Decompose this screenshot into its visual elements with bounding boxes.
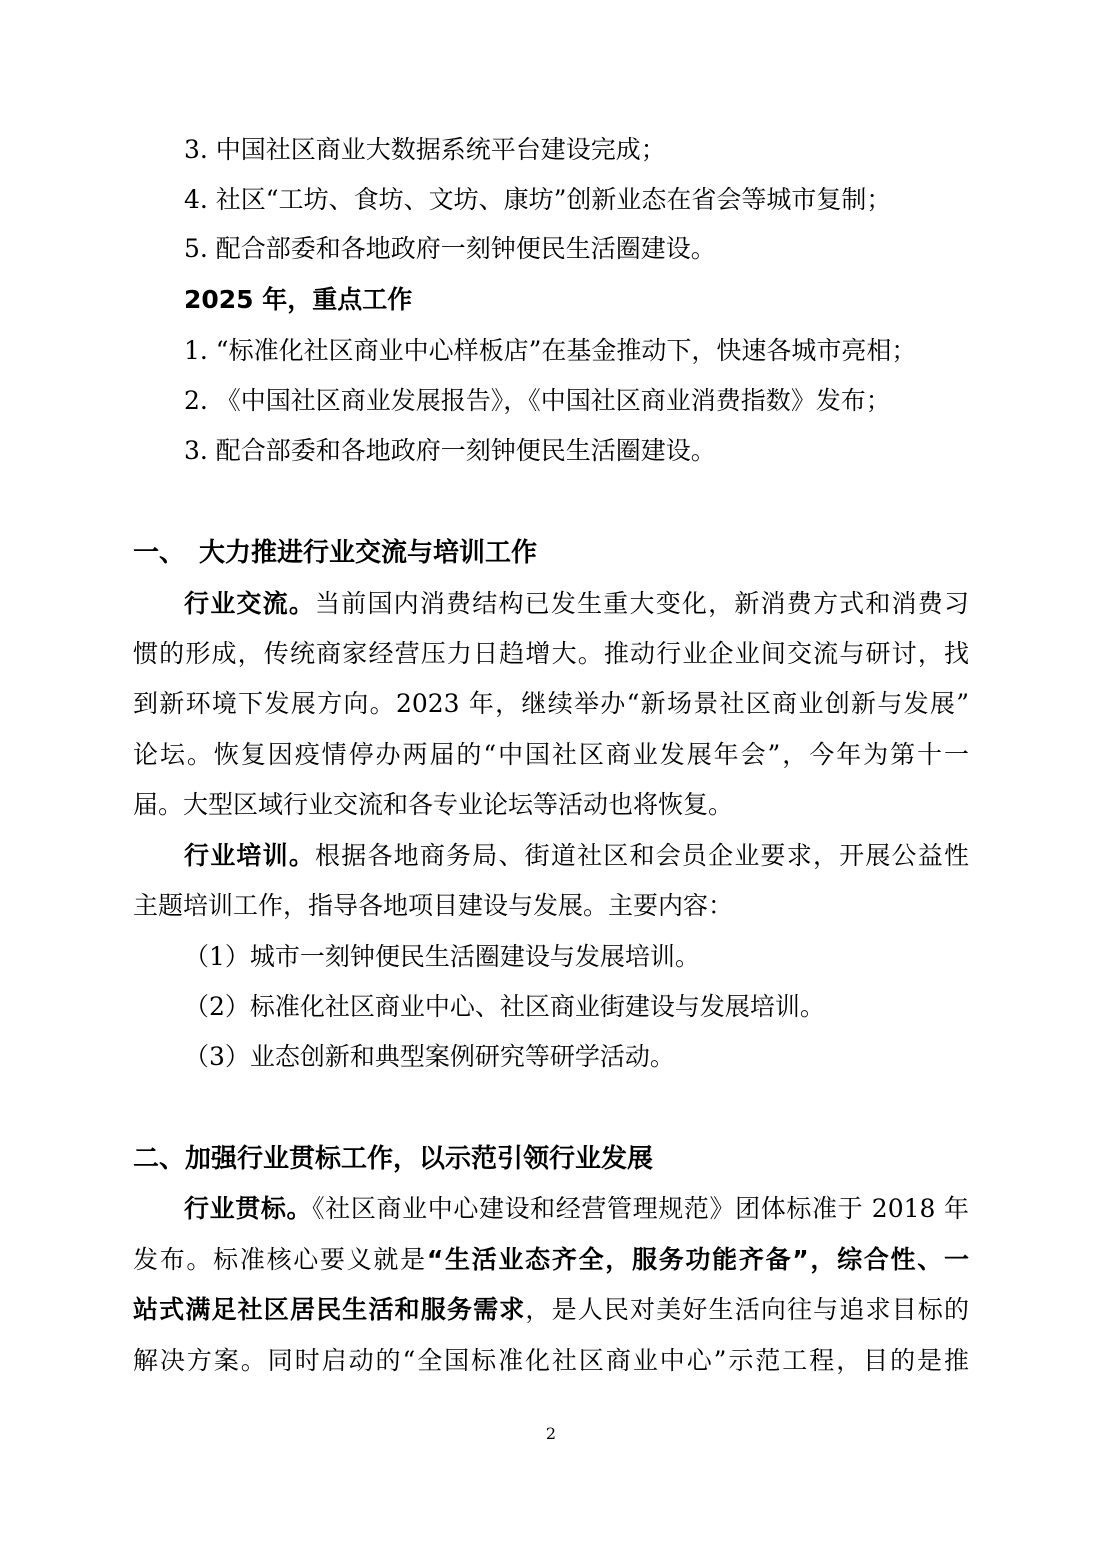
paragraph-line: 解决方案。同时启动的“全国标准化社区商业中心”示范工程，目的是推 — [133, 1346, 969, 1375]
list-item: 1. “标准化社区商业中心样板店”在基金推动下，快速各城市亮相； — [184, 336, 917, 365]
list-item: 5. 配合部委和各地政府一刻钟便民生活圈建设。 — [184, 234, 716, 263]
paragraph-line: 届。大型区域行业交流和各专业论坛等活动也将恢复。 — [133, 790, 734, 819]
section-title: 大力推进行业交流与培训工作 — [199, 538, 538, 568]
list-item: 4. 社区“工坊、食坊、文坊、康坊”创新业态在省会等城市复制； — [184, 185, 892, 214]
paragraph-line: 行业贯标。《社区商业中心建设和经营管理规范》团体标准于 2018 年 — [184, 1194, 969, 1223]
list-item: （3）业态创新和典型案例研究等研学活动。 — [184, 1042, 675, 1071]
list-item: （1）城市一刻钟便民生活圈建设与发展培训。 — [184, 942, 700, 971]
paragraph-line: 发布。标准核心要义就是“生活业态齐全，服务功能齐备”，综合性、一 — [133, 1245, 969, 1274]
emphasis-text: 站式满足社区居民生活和服务需求 — [133, 1295, 526, 1324]
list-item: 2. 《中国社区商业发展报告》，《中国社区商业消费指数》发布； — [184, 386, 891, 415]
emphasis-text: “生活业态齐全，服务功能齐备”，综合性、一 — [426, 1245, 969, 1274]
page-number: 2 — [545, 1424, 557, 1443]
section-heading-2: 二、加强行业贯标工作，以示范引领行业发展 — [133, 1144, 654, 1174]
run-in-label: 行业培训。 — [184, 841, 316, 870]
list-item: （2）标准化社区商业中心、社区商业街建设与发展培训。 — [184, 992, 825, 1021]
section-number: 一、 — [133, 538, 186, 568]
paragraph-line: 惯的形成，传统商家经营压力日趋增大。推动行业企业间交流与研讨，找 — [133, 639, 969, 668]
subheading-2025: 2025 年，重点工作 — [184, 285, 413, 314]
list-item: 3. 配合部委和各地政府一刻钟便民生活圈建设。 — [184, 436, 716, 465]
run-in-label: 行业交流。 — [184, 589, 316, 618]
section-heading-1 — [0, 536, 1102, 570]
paragraph-line: 站式满足社区居民生活和服务需求，是人民对美好生活向往与追求目标的 — [133, 1295, 969, 1324]
paragraph-line: 行业交流。当前国内消费结构已发生重大变化，新消费方式和消费习 — [184, 589, 969, 618]
run-in-label: 行业贯标。 — [184, 1194, 313, 1223]
paragraph-line: 行业培训。根据各地商务局、街道社区和会员企业要求，开展公益性 — [184, 841, 969, 870]
paragraph-line: 到新环境下发展方向。2023 年，继续举办“新场景社区商业创新与发展” — [133, 689, 969, 718]
paragraph-line: 主题培训工作，指导各地项目建设与发展。主要内容： — [133, 891, 734, 920]
paragraph-line: 论坛。恢复因疫情停办两届的“中国社区商业发展年会”，今年为第十一 — [133, 740, 969, 769]
list-item: 3. 中国社区商业大数据系统平台建设完成； — [184, 135, 666, 164]
